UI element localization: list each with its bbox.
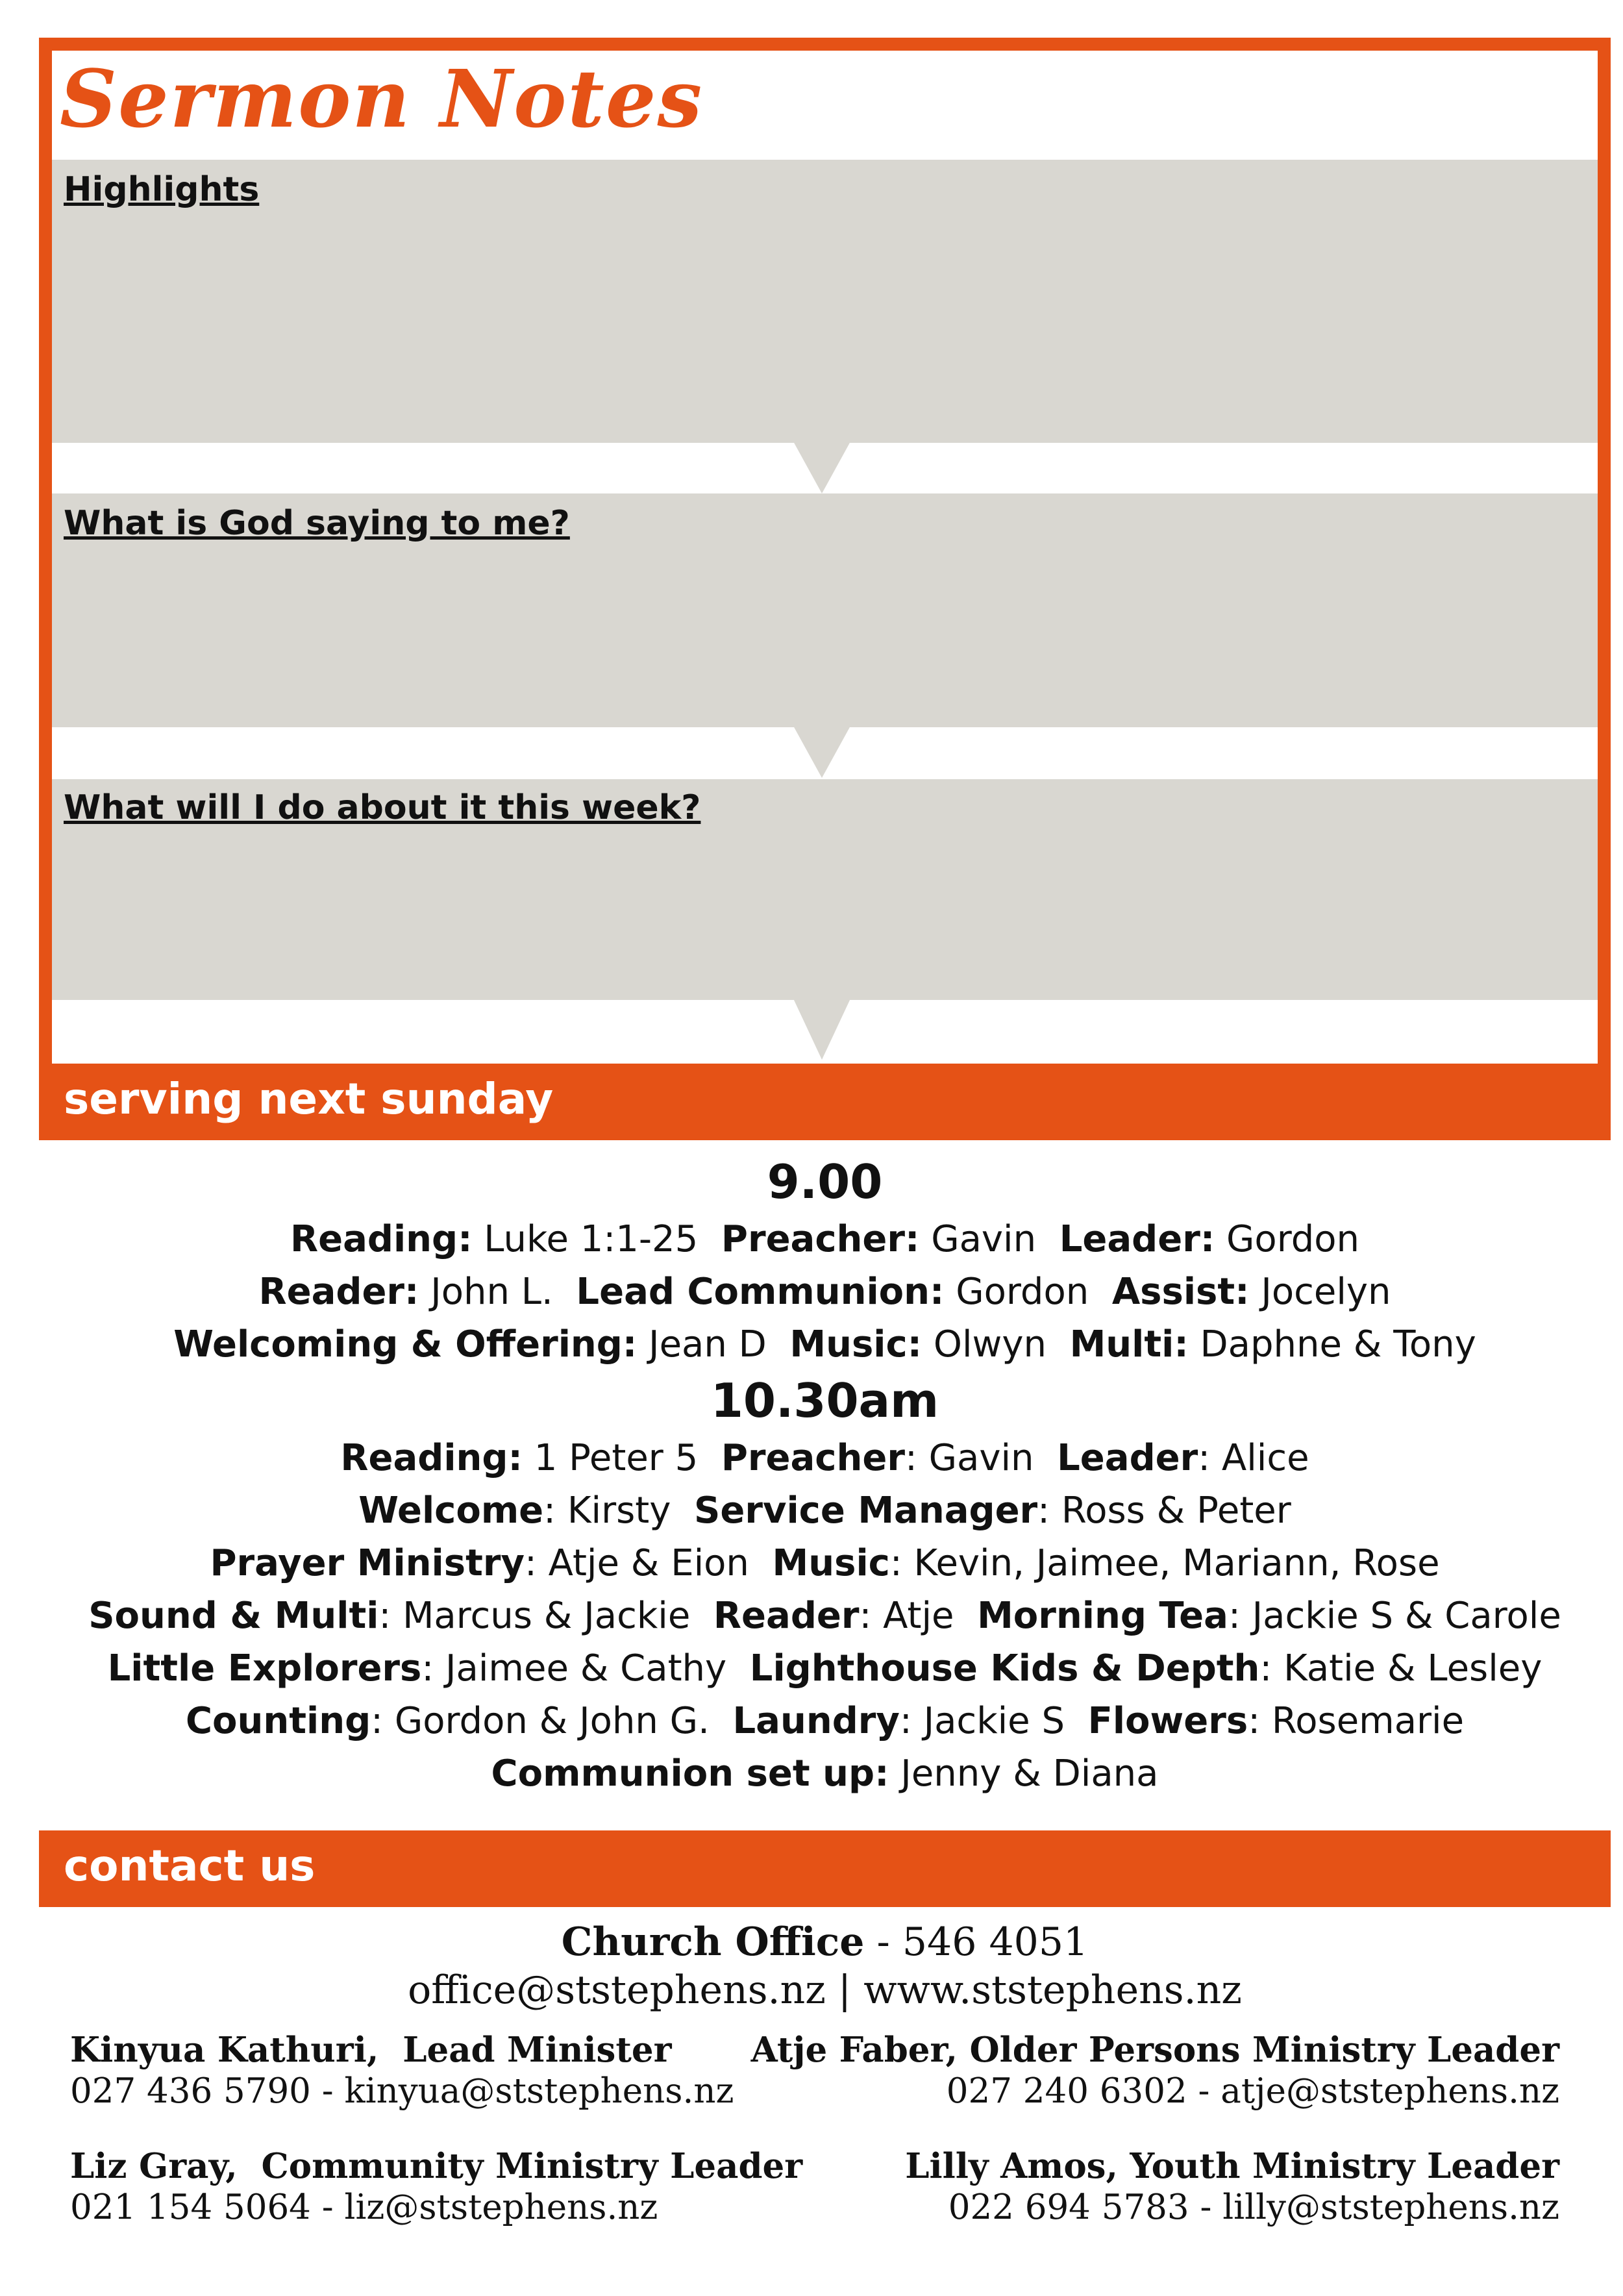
roster-person: Olwyn: [922, 1323, 1047, 1366]
roster-role: Music:: [789, 1323, 923, 1366]
highlights-box[interactable]: [52, 160, 1598, 443]
roster-role: Welcome: [358, 1490, 544, 1532]
roster-person: : Jackie S: [899, 1700, 1065, 1742]
contact-name: Lilly Amos, Youth Ministry Leader: [905, 2146, 1559, 2186]
office-email[interactable]: office@ststephens.nz: [408, 1967, 826, 2013]
roster-person: : Gordon & John G.: [371, 1700, 710, 1742]
roster-line: [39, 1213, 1611, 1266]
roster-role: Welcoming & Offering:: [173, 1323, 638, 1366]
highlights-label: Highlights: [64, 170, 260, 209]
roster-gap: [954, 1595, 977, 1637]
sermon-notes-title: Sermon Notes: [60, 52, 704, 145]
roster-role: Multi:: [1069, 1323, 1189, 1366]
website-link[interactable]: www.ststephens.nz: [863, 1967, 1242, 2013]
roster-person: 1 Peter 5: [522, 1437, 699, 1479]
roster-role: Reader:: [258, 1271, 419, 1313]
roster-gap: [749, 1542, 773, 1584]
roster-person: : Kevin, Jaimee, Mariann, Rose: [889, 1542, 1440, 1584]
service-roster-lines: [39, 1213, 1611, 1371]
contact-details[interactable]: 027 436 5790 - kinyua@ststephens.nz: [70, 2071, 734, 2111]
roster-role: Counting: [185, 1700, 371, 1742]
roster-role: Preacher: [721, 1437, 905, 1479]
roster-line: [39, 1318, 1611, 1371]
roster-gap: [1065, 1700, 1088, 1742]
roster-line: [39, 1266, 1611, 1318]
roster-role: Leader: [1057, 1437, 1198, 1479]
roster-person: Gordon: [1215, 1218, 1360, 1260]
roster-role: Leader:: [1059, 1218, 1215, 1260]
roster-person: : Jackie S & Carole: [1228, 1595, 1561, 1637]
roster-role: Lead Communion:: [576, 1271, 945, 1313]
roster-role: Assist:: [1111, 1271, 1250, 1313]
contact-header: [39, 1830, 1611, 1907]
separator: |: [825, 1967, 864, 2013]
contact-kinyua: [70, 2029, 734, 2112]
roster-person: : Atje: [859, 1595, 954, 1637]
roster-line: [39, 1642, 1611, 1695]
roster-line: [39, 1747, 1611, 1800]
roster-line: [39, 1695, 1611, 1747]
roster-role: Preacher:: [721, 1218, 920, 1260]
office-phone: - 546 4051: [864, 1919, 1089, 1965]
office-label: Church Office: [561, 1919, 865, 1965]
roster-line: [39, 1484, 1611, 1537]
roster-line: [39, 1432, 1611, 1484]
contact-name: Kinyua Kathuri, Lead Minister: [70, 2030, 672, 2070]
roster-gap: [767, 1323, 790, 1366]
roster-person: Gordon: [944, 1271, 1089, 1313]
contact-details[interactable]: 027 240 6302 - atje@ststephens.nz: [946, 2071, 1559, 2111]
contact-heading: contact us: [64, 1841, 316, 1891]
roster-person: : Atje & Eion: [524, 1542, 749, 1584]
serving-roster: [39, 1151, 1611, 1800]
roster-gap: [1047, 1323, 1070, 1366]
roster-person: : Rosemarie: [1248, 1700, 1465, 1742]
god-saying-pointer: [793, 726, 850, 778]
highlights-pointer: [793, 442, 850, 493]
roster-person: Luke 1:1-25: [472, 1218, 699, 1260]
roster-role: Service Manager: [694, 1490, 1038, 1532]
roster-gap: [726, 1647, 750, 1690]
contact-lilly: [905, 2145, 1559, 2228]
roster-person: : Katie & Lesley: [1259, 1647, 1542, 1690]
god-saying-label: What is God saying to me?: [64, 504, 570, 543]
roster-role: Lighthouse Kids & Depth: [749, 1647, 1260, 1690]
roster-role: Little Explorers: [107, 1647, 422, 1690]
contact-name: Liz Gray, Community Ministry Leader: [70, 2146, 803, 2186]
roster-person: : Gavin: [904, 1437, 1034, 1479]
service-time: 9.00: [767, 1154, 883, 1209]
roster-person: Jocelyn: [1249, 1271, 1391, 1313]
roster-person: : Ross & Peter: [1037, 1490, 1291, 1532]
contact-name: Atje Faber, Older Persons Ministry Leader: [750, 2030, 1559, 2070]
roster-person: Gavin: [919, 1218, 1037, 1260]
roster-role: Communion set up:: [491, 1753, 889, 1795]
roster-person: : Alice: [1198, 1437, 1309, 1479]
roster-role: Laundry: [732, 1700, 900, 1742]
roster-person: : Kirsty: [543, 1490, 671, 1532]
roster-gap: [671, 1490, 694, 1532]
this-week-label: What will I do about it this week?: [64, 788, 701, 827]
roster-person: Jenny & Diana: [889, 1753, 1159, 1795]
roster-gap: [690, 1595, 713, 1637]
service-time: 10.30am: [710, 1373, 939, 1428]
contact-details[interactable]: 021 154 5064 - liz@ststephens.nz: [70, 2188, 658, 2227]
this-week-pointer: [793, 999, 850, 1060]
roster-person: John L.: [419, 1271, 553, 1313]
roster-role: Morning Tea: [977, 1595, 1228, 1637]
roster-gap: [1089, 1271, 1112, 1313]
roster-gap: [698, 1218, 721, 1260]
contact-atje: [751, 2029, 1559, 2112]
serving-header: [39, 1064, 1611, 1140]
roster-person: : Jaimee & Cathy: [421, 1647, 727, 1690]
roster-gap: [553, 1271, 576, 1313]
roster-gap: [1036, 1218, 1059, 1260]
church-office: [39, 1918, 1611, 2014]
roster-role: Reader: [713, 1595, 860, 1637]
serving-heading: serving next sunday: [64, 1074, 554, 1124]
roster-gap: [1034, 1437, 1058, 1479]
roster-person: : Marcus & Jackie: [378, 1595, 691, 1637]
roster-role: Sound & Multi: [88, 1595, 379, 1637]
contact-liz: [70, 2145, 802, 2228]
roster-role: Prayer Ministry: [210, 1542, 525, 1584]
roster-role: Flowers: [1087, 1700, 1248, 1742]
roster-gap: [710, 1700, 733, 1742]
contact-details[interactable]: 022 694 5783 - lilly@ststephens.nz: [948, 2188, 1559, 2227]
roster-person: Daphne & Tony: [1188, 1323, 1476, 1366]
service-roster-lines: [39, 1432, 1611, 1800]
roster-line: [39, 1590, 1611, 1642]
roster-line: [39, 1537, 1611, 1590]
roster-role: Reading:: [340, 1437, 523, 1479]
roster-gap: [698, 1437, 721, 1479]
roster-role: Reading:: [290, 1218, 473, 1260]
roster-person: Jean D: [637, 1323, 767, 1366]
roster-role: Music: [772, 1542, 890, 1584]
